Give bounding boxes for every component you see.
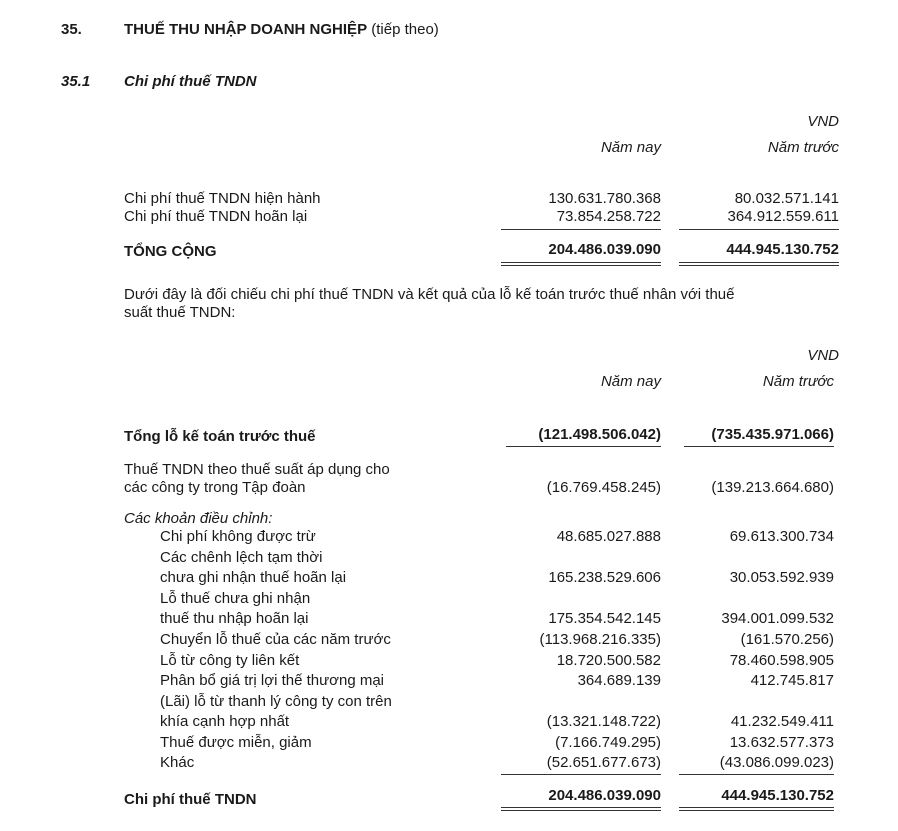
total-double-line xyxy=(679,807,834,811)
subsection-title: Chi phí thuế TNDN xyxy=(124,73,257,90)
adj-previous: 412.745.817 xyxy=(750,672,834,689)
tax-at-rate-label-2: các công ty trong Tập đoàn xyxy=(124,479,306,496)
total-tax-label: Chi phí thuế TNDN xyxy=(124,791,257,808)
adj-label: chưa ghi nhận thuế hoãn lại xyxy=(160,569,347,586)
total-label: TỔNG CỘNG xyxy=(124,243,217,260)
subtotal-line xyxy=(501,774,661,775)
section-heading xyxy=(124,21,439,39)
adj-previous: 394.001.099.532 xyxy=(721,610,834,627)
tax-at-rate-label-1: Thuế TNDN theo thuế suất áp dụng cho xyxy=(124,461,390,478)
adj-label: Chi phí không được trừ xyxy=(160,528,316,545)
adj-current: 364.689.139 xyxy=(577,672,661,689)
adj-previous: 78.460.598.905 xyxy=(729,652,834,669)
subtotal-line xyxy=(501,229,661,230)
col-header-previous: Năm trước xyxy=(767,139,839,156)
adj-current: (13.321.148.722) xyxy=(546,713,661,730)
row-value-previous: 80.032.571.141 xyxy=(734,190,839,207)
adj-label: Chuyển lỗ thuế của các năm trước xyxy=(160,631,391,648)
tax-at-rate-previous: (139.213.664.680) xyxy=(711,479,834,496)
total-double-line xyxy=(501,262,661,266)
adj-label: Lỗ từ công ty liên kết xyxy=(160,652,300,669)
adj-label: Phân bổ giá trị lợi thế thương mại xyxy=(160,672,384,689)
row-value-current: 73.854.258.722 xyxy=(556,208,661,225)
col-header-previous: Năm trước xyxy=(762,373,834,390)
row-value-previous: 364.912.559.611 xyxy=(727,208,839,225)
section-number: 35. xyxy=(61,21,82,38)
row-value-current: 130.631.780.368 xyxy=(548,190,661,207)
underline xyxy=(506,446,661,447)
total-tax-previous: 444.945.130.752 xyxy=(721,787,834,804)
col-header-current: Năm nay xyxy=(600,373,661,390)
adj-previous: (43.086.099.023) xyxy=(719,754,834,771)
adj-current: (7.166.749.295) xyxy=(555,734,661,751)
adj-current: (52.651.677.673) xyxy=(546,754,661,771)
col-header-current: Năm nay xyxy=(600,139,661,156)
adj-current: 175.354.542.145 xyxy=(548,610,661,627)
row-label: Chi phí thuế TNDN hoãn lại xyxy=(124,208,308,225)
adj-current: (113.968.216.335) xyxy=(539,631,661,648)
adj-previous: 13.632.577.373 xyxy=(729,734,834,751)
section-suffix: (tiếp theo) xyxy=(371,21,439,38)
subtotal-line xyxy=(679,229,839,230)
adj-current: 48.685.027.888 xyxy=(556,528,661,545)
adj-label: khía cạnh hợp nhất xyxy=(160,713,290,730)
total-tax-current: 204.486.039.090 xyxy=(548,787,661,804)
section-title: THUẾ THU NHẬP DOANH NGHIỆP xyxy=(124,21,368,38)
underline xyxy=(684,446,834,447)
subtotal-line xyxy=(679,774,834,775)
adj-previous: 30.053.592.939 xyxy=(729,569,834,586)
adj-current: 18.720.500.582 xyxy=(556,652,661,669)
total-double-line xyxy=(501,807,661,811)
total-double-line xyxy=(679,262,839,266)
total-value-current: 204.486.039.090 xyxy=(548,241,661,258)
adj-current: 165.238.529.606 xyxy=(548,569,661,586)
row-label: Chi phí thuế TNDN hiện hành xyxy=(124,190,321,207)
adj-label: Thuế được miễn, giảm xyxy=(160,734,312,751)
adj-label: Các chênh lệch tạm thời xyxy=(160,549,323,566)
loss-before-tax-label: Tổng lỗ kế toán trước thuế xyxy=(124,428,316,445)
adj-label: (Lãi) lỗ từ thanh lý công ty con trên xyxy=(160,693,392,710)
paragraph-line-1: Dưới đây là đối chiếu chi phí thuế TNDN và kết quả của lỗ kế toán trước thuế nhân với thuế xyxy=(124,286,735,303)
total-value-previous: 444.945.130.752 xyxy=(726,241,839,258)
tax-at-rate-current: (16.769.458.245) xyxy=(546,479,661,496)
adj-previous: 41.232.549.411 xyxy=(730,713,834,730)
currency-label: VND xyxy=(807,113,839,130)
adj-previous: (161.570.256) xyxy=(740,631,834,648)
adjustments-label: Các khoản điều chỉnh: xyxy=(124,510,273,527)
loss-before-tax-previous: (735.435.971.066) xyxy=(711,426,834,443)
loss-before-tax-current: (121.498.506.042) xyxy=(538,426,661,443)
currency-label: VND xyxy=(807,347,839,364)
adj-label: Khác xyxy=(160,754,195,771)
paragraph-line-2: suất thuế TNDN: xyxy=(124,304,236,321)
subsection-number: 35.1 xyxy=(61,73,91,90)
adj-label: thuế thu nhập hoãn lại xyxy=(160,610,309,627)
adj-label: Lỗ thuế chưa ghi nhận xyxy=(160,590,311,607)
adj-previous: 69.613.300.734 xyxy=(729,528,834,545)
